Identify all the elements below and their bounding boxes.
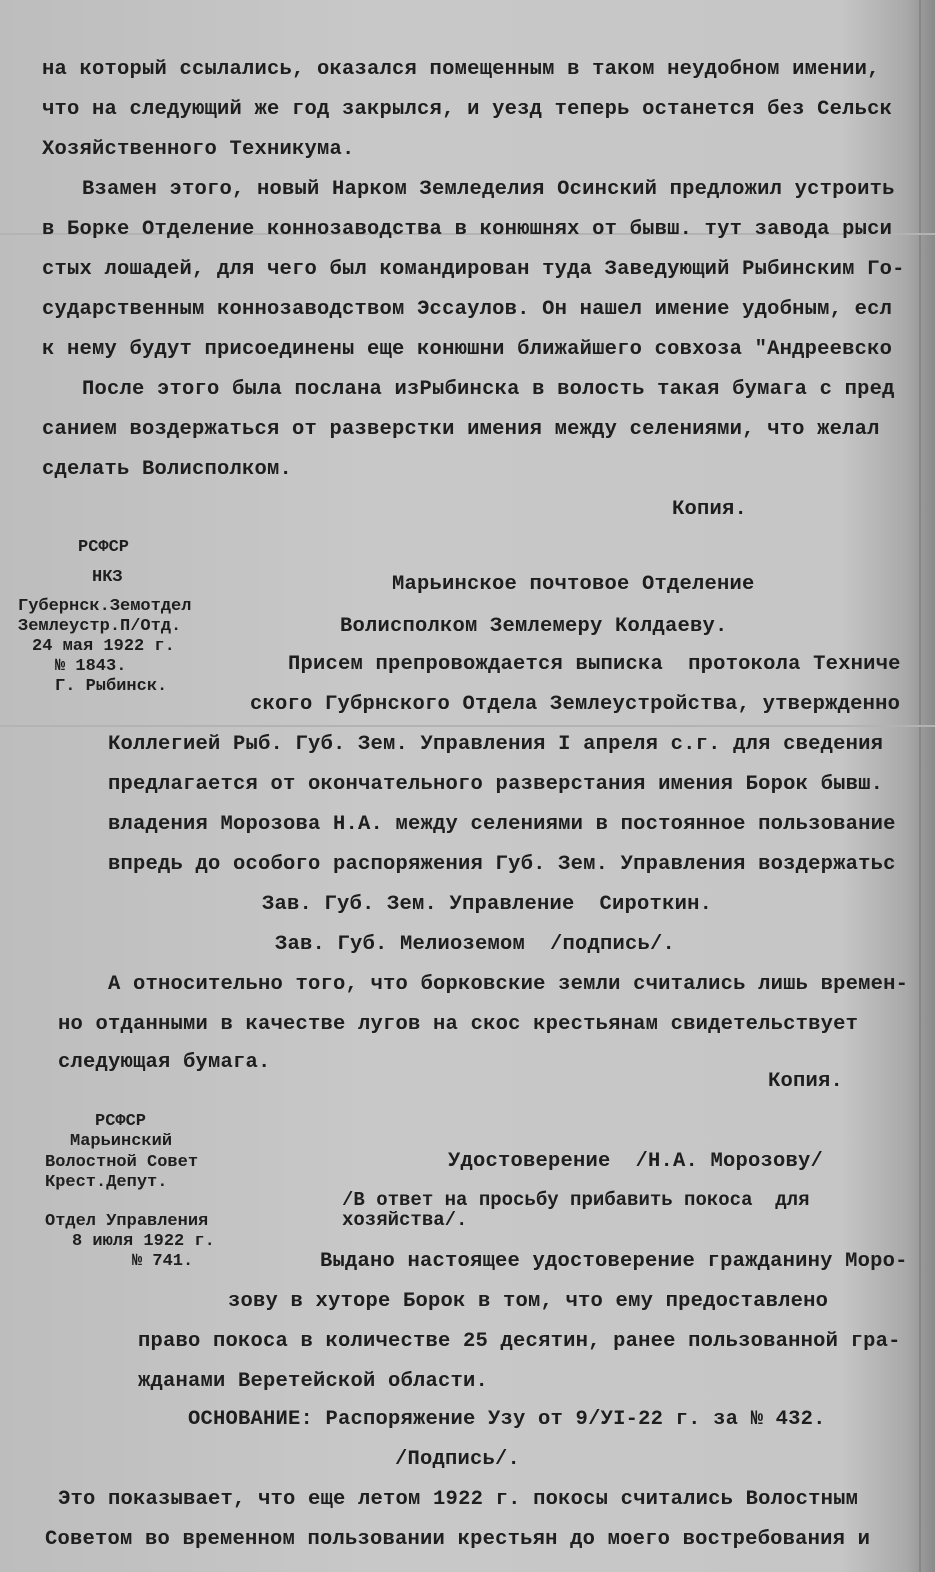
text-line: Выдано настоящее удостоверение гражданину Моро-: [320, 1250, 908, 1273]
letterhead-date: 24 мая 1922 г.: [32, 637, 175, 656]
text-line: в Борке Отделение коннозаводства в конюшнях от бывш. тут завода рыси: [42, 218, 893, 241]
signature-line: /Подпись/.: [395, 1448, 521, 1471]
letterhead-line: Землеустр.П/Отд.: [18, 617, 182, 636]
page-edge: [919, 0, 921, 1572]
text-line: сделать Волисполком.: [42, 458, 293, 481]
text-line: А относительно того, что борковские земли считались лишь времен-: [108, 973, 909, 996]
text-line: Хозяйственного Техникума.: [42, 138, 355, 161]
letterhead-date: 8 июля 1922 г.: [72, 1232, 215, 1251]
certificate-title: Удостоверение /Н.А. Морозову/: [448, 1150, 824, 1173]
text-line: право покоса в количестве 25 десятин, ранее пользованной гра-: [138, 1330, 901, 1353]
letterhead-line: Отдел Управления: [45, 1212, 209, 1231]
letterhead-line: Губернск.Земотдел: [18, 597, 192, 616]
letterhead-number: № 1843.: [55, 657, 127, 676]
text-line: к нему будут присоединены еще конюшни ближайшего совхоза "Андреевско: [42, 338, 893, 361]
address-line: Волисполком Землемеру Колдаеву.: [340, 615, 728, 638]
text-line: стых лошадей, для чего был командирован туда Заведующий Рыбинским Го-: [42, 258, 905, 281]
address-line: Марьинское почтовое Отделение: [392, 573, 755, 596]
letterhead-line: Марьинский: [70, 1132, 173, 1151]
subject-line: хозяйства/.: [342, 1209, 468, 1231]
text-line: Присем препровождается выписка протокола Техниче: [288, 653, 901, 676]
text-line: санием воздержаться от разверстки имения между селениями, что желал: [42, 418, 880, 441]
letterhead-line: РСФСР: [95, 1112, 147, 1131]
text-line: предлагается от окончательного разверстания имения Борок бывш.: [108, 773, 884, 796]
text-line: После этого была послана изРыбинска в волость такая бумага с пред: [82, 378, 895, 401]
text-line: ского Губрнского Отдела Землеустройства, утвержденно: [250, 693, 901, 716]
basis-line: ОСНОВАНИЕ: Распоряжение Узу от 9/УI-22 г. за № 432.: [188, 1408, 826, 1431]
text-line: что на следующий же год закрылся, и уезд теперь останется без Сельск: [42, 98, 893, 121]
letterhead-line: РСФСР: [78, 538, 130, 557]
text-line: впредь до особого распоряжения Губ. Зем. Управления воздержатьс: [108, 853, 896, 876]
text-line: сударственным коннозаводством Эссаулов. Он нашел имение удобным, есл: [42, 298, 893, 321]
text-line: но отданными в качестве лугов на скос крестьянам свидетельствует: [58, 1013, 859, 1036]
letterhead-place: Г. Рыбинск.: [55, 677, 168, 696]
signature-line: Зав. Губ. Зем. Управление Сироткин.: [262, 893, 713, 916]
text-line: следующая бумага.: [58, 1051, 271, 1074]
text-line: на который ссылались, оказался помещенным в таком неудобном имении,: [42, 58, 880, 81]
signature-line: Зав. Губ. Мелиоземом /подпись/.: [275, 933, 676, 956]
letterhead-line: НКЗ: [92, 568, 123, 587]
text-line: Советом во временном пользовании крестьян до моего востребования и: [45, 1528, 871, 1551]
copy-label: Копия.: [768, 1070, 844, 1093]
text-line: зову в хуторе Борок в том, что ему предоставлено: [228, 1290, 829, 1313]
fold-line: [0, 725, 935, 727]
copy-label: Копия.: [672, 498, 748, 521]
letterhead-line: Крест.Депут.: [45, 1173, 168, 1192]
letterhead-line: Волостной Совет: [45, 1153, 199, 1172]
letterhead-number: № 741.: [132, 1252, 194, 1271]
text-line: Взамен этого, новый Нарком Земледелия Осинский предложил устроить: [82, 178, 895, 201]
text-line: владения Морозова Н.А. между селениями в постоянное пользование: [108, 813, 896, 836]
text-line: Коллегией Рыб. Губ. Зем. Управления I апреля с.г. для сведения: [108, 733, 884, 756]
subject-line: /В ответ на просьбу прибавить покоса для: [342, 1189, 810, 1211]
text-line: жданами Веретейской области.: [138, 1370, 489, 1393]
text-line: Это показывает, что еще летом 1922 г. покосы считались Волостным: [58, 1488, 859, 1511]
